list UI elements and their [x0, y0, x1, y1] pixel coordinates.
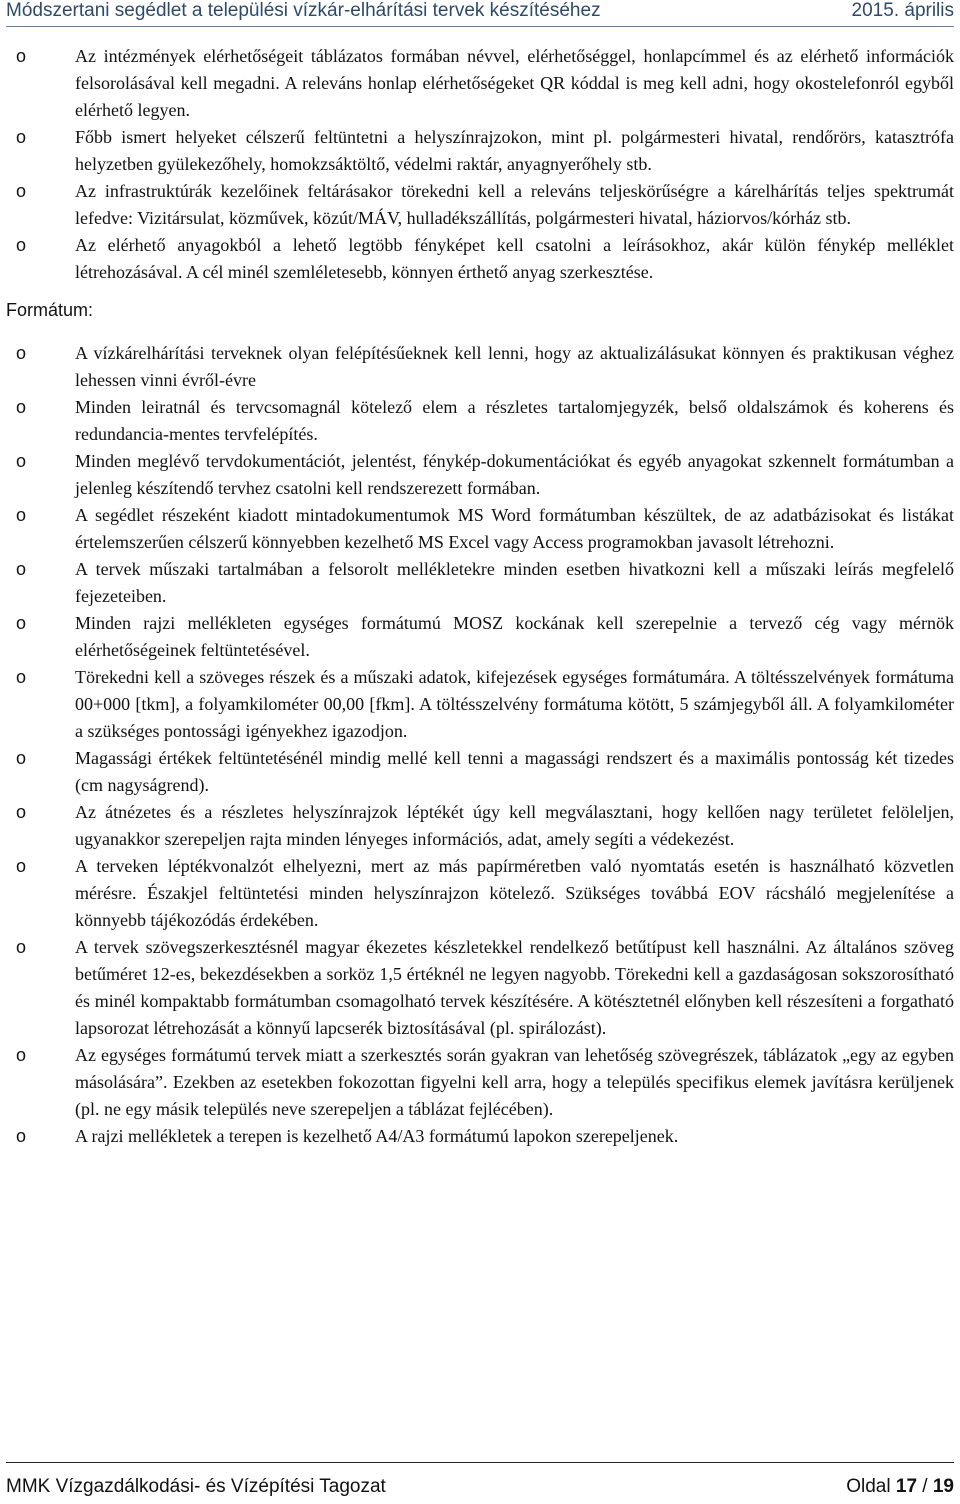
header-date: 2015. április: [851, 0, 954, 21]
format-bullet-list: [6, 340, 954, 1150]
footer-organization: MMK Vízgazdálkodási- és Vízépítési Tagozat: [6, 1476, 386, 1497]
list-item-text: A vízkárelhárítási terveknek olyan felépítésűeknek kell lenni, hogy az aktualizálásukat könnyen és praktikusan véghez lehessen vinni évről-évre: [75, 343, 954, 390]
page-current: 17: [895, 1476, 918, 1497]
bullet-marker: o: [16, 235, 27, 255]
list-item: [6, 1042, 954, 1123]
list-item-text: Törekedni kell a szöveges részek és a műszaki adatok, kifejezések egységes formátumára. A töltésszelvények formátuma 00+000 [tkm], a folyamkilométer 00,00 [fkm]. A töltésszelvény formátuma kötött, 5 számjegyből áll. A folyamkilométer a szükséges pontossági igényekhez igazodjon.: [75, 667, 954, 741]
list-item-text: Az infrastruktúrák kezelőinek feltárásakor törekedni kell a releváns teljeskörűségre a kárelhárítás teljes spektrumát lefedve: Vizitársulat, közművek, közút/MÁV, hulladékszállítás, polgármesteri hivatal, háziorvos/kórház stb.: [75, 181, 954, 228]
page-header: [6, 0, 954, 27]
bullet-marker: o: [16, 46, 27, 66]
list-item: [6, 340, 954, 394]
page-content: [6, 43, 954, 1150]
list-item: [6, 124, 954, 178]
list-item: [6, 664, 954, 745]
list-item-text: A tervek műszaki tartalmában a felsorolt mellékletekre minden esetben hivatkozni kell a műszaki leírás megfelelő fejezeteiben.: [75, 559, 954, 606]
list-item: [6, 394, 954, 448]
bullet-marker: o: [16, 856, 27, 876]
list-item: [6, 610, 954, 664]
list-item: [6, 502, 954, 556]
list-item: [6, 1123, 954, 1150]
bullet-marker: o: [16, 1126, 27, 1146]
bullet-marker: o: [16, 1045, 27, 1065]
list-item-text: A rajzi mellékletek a terepen is kezelhető A4/A3 formátumú lapokon szerepeljenek.: [75, 1126, 679, 1146]
list-item-text: Minden rajzi mellékleten egységes formátumú MOSZ kockának kell szerepelnie a tervező cég vagy mérnök elérhetőségeinek feltüntetésével.: [75, 613, 954, 660]
list-item-text: A segédlet részeként kiadott mintadokumentumok MS Word formátumban készültek, de az adatbázisokat és listákat értelemszerűen célszerű könnyebben kezelhető MS Excel vagy Access programokban javasolt létrehozni.: [75, 505, 954, 552]
intro-bullet-list: [6, 43, 954, 286]
list-item: [6, 43, 954, 124]
format-heading: Formátum:: [6, 300, 94, 320]
list-item-text: Magassági értékek feltüntetésénél mindig mellé kell tenni a magassági rendszert és a maximális pontosság két tizedes (cm nagyságrend).: [75, 748, 954, 795]
list-item-text: Főbb ismert helyeket célszerű feltüntetni a helyszínrajzokon, mint pl. polgármesteri hivatal, rendőrörs, katasztrófa helyzetben gyülekezőhely, homokzsáktöltő, védelmi raktár, anyagnyerőhely stb.: [75, 127, 954, 174]
bullet-marker: o: [16, 613, 27, 633]
list-item: [6, 556, 954, 610]
list-item-text: A terveken léptékvonalzót elhelyezni, mert az más papírméretben való nyomtatás esetén is használható közvetlen mérésre. Északjel feltüntetési minden helyszínrajzon kötelező. Szükséges továbbá EOV rácsháló megjelenítése a könnyebb tájékozódás érdekében.: [75, 856, 954, 930]
bullet-marker: o: [16, 127, 27, 147]
list-item: [6, 178, 954, 232]
list-item: [6, 232, 954, 286]
bullet-marker: o: [16, 802, 27, 822]
bullet-marker: o: [16, 181, 27, 201]
list-item: [6, 745, 954, 799]
list-item-text: Az intézmények elérhetőségeit táblázatos formában névvel, elérhetőséggel, honlapcímmel és az elérhető információk felsorolásával kell megadni. A releváns honlap elérhetőségeket QR kóddal is meg kell adni, hogy okostelefonról egyből elérhető legyen.: [75, 46, 954, 120]
bullet-marker: o: [16, 937, 27, 957]
page-label: Oldal: [846, 1476, 891, 1497]
bullet-marker: o: [16, 667, 27, 687]
list-item: [6, 799, 954, 853]
list-item-text: Az egységes formátumú tervek miatt a szerkesztés során gyakran van lehetőség szövegrészek, táblázatok „egy az egyben másolására”. Ezekben az esetekben fokozottan figyelni kell arra, hogy a település specifikus elemek javításra kerüljenek (pl. ne egy másik település neve szerepeljen a táblázat fejlécében).: [75, 1045, 954, 1119]
page-total: 19: [932, 1476, 954, 1497]
page-separator: /: [922, 1476, 928, 1497]
list-item-text: A tervek szövegszerkesztésnél magyar ékezetes készletekkel rendelkező betűtípust kell használni. Az általános szöveg betűméret 12-es, bekezdésekben a sorköz 1,5 értéknél ne legyen nagyobb. Törekedni kell a gazdaságosan sokszorosítható és minél kompaktabb formátumban csomagolható tervek készítésére. A kötésztetnél előnyben kell részesíteni a forgatható lapsorozat létrehozását a könnyű lapcserék biztosításával (pl. spirálozást).: [75, 937, 954, 1038]
list-item: [6, 934, 954, 1042]
page-footer: [6, 1462, 954, 1500]
bullet-marker: o: [16, 451, 27, 471]
list-item-text: Az átnézetes és a részletes helyszínrajzok léptékét úgy kell megválasztani, hogy kellően nagy területet felöleljen, ugyanakkor szerepeljen rajta minden lényeges információs, adat, amely segíti a védekezést.: [75, 802, 954, 849]
list-item-text: Minden meglévő tervdokumentációt, jelentést, fénykép-dokumentációkat és egyéb anyagokat szkennelt formátumban a jelenleg készítendő tervhez csatolni kell rendszerezett formában.: [75, 451, 954, 498]
bullet-marker: o: [16, 559, 27, 579]
bullet-marker: o: [16, 343, 27, 363]
bullet-marker: o: [16, 748, 27, 768]
bullet-marker: o: [16, 397, 27, 417]
list-item-text: Minden leiratnál és tervcsomagnál kötelező elem a részletes tartalomjegyzék, belső oldalszámok és koherens és redundancia-mentes tervfelépítés.: [75, 397, 954, 444]
list-item-text: Az elérhető anyagokból a lehető legtöbb fényképet kell csatolni a leírásokhoz, akár külön fénykép melléklet létrehozásával. A cél minél szemléletesebb, könnyen érthető anyag szerkesztése.: [75, 235, 954, 282]
header-title: Módszertani segédlet a települési vízkár-elhárítási tervek készítéséhez: [6, 0, 601, 21]
list-item: [6, 448, 954, 502]
list-item: [6, 853, 954, 934]
page-number: [846, 1474, 954, 1500]
bullet-marker: o: [16, 505, 27, 525]
